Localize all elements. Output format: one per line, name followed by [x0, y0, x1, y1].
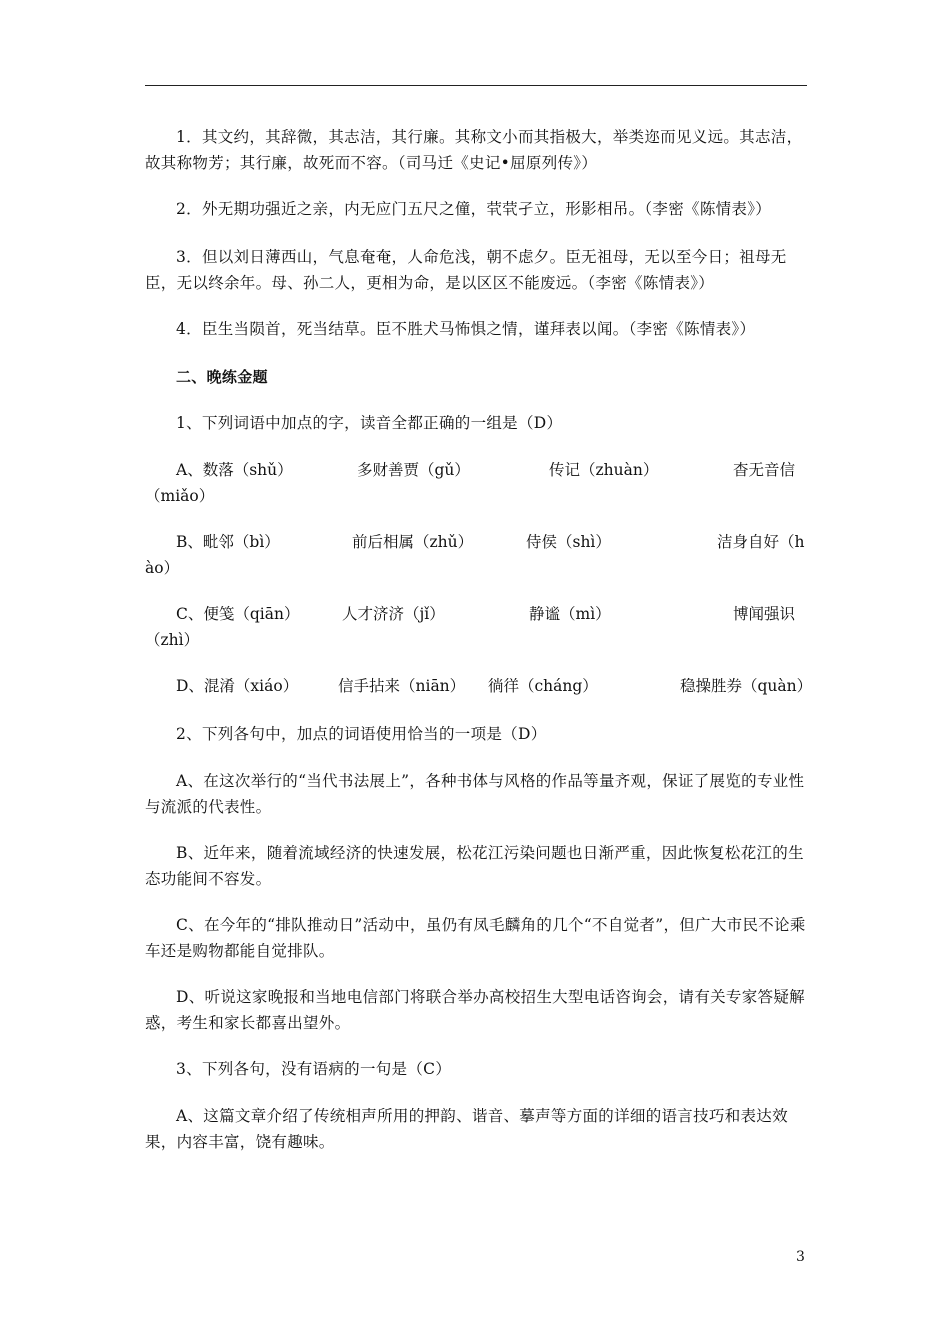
option-item: 侍侯（shì） — [526, 533, 611, 551]
quote-4: 4．臣生当陨首，死当结草。臣不胜犬马怖惧之情，谨拜表以闻。（李密《陈情表》） — [176, 320, 756, 338]
option-item: 前后相属（zhǔ） — [352, 533, 474, 551]
option-item: 博闻强识 — [733, 605, 796, 623]
question-3-stem: 3、下列各句，没有语病的一句是（C） — [176, 1060, 452, 1078]
option-item: C、便笺（qiān） — [176, 605, 300, 623]
option-item: 多财善贾（gǔ） — [357, 461, 470, 479]
page-number: 3 — [796, 1249, 805, 1265]
option-item: 静谧（mì） — [529, 605, 611, 623]
question-1-stem: 1、下列词语中加点的字，读音全都正确的一组是（D） — [176, 414, 563, 432]
option-item: 杳无音信 — [733, 461, 796, 479]
quote-2: 2．外无期功强近之亲，内无应门五尺之僮，茕茕孑立，形影相吊。（李密《陈情表》） — [176, 200, 772, 218]
option-item: B、毗邻（bì） — [176, 533, 280, 551]
option-wrap: （miǎo） — [145, 487, 215, 505]
quote-3: 3．但以刘日薄西山，气息奄奄，人命危浅，朝不虑夕。臣无祖母，无以至今日；祖母无臣，无以终余年。母、孙二人，更相为命，是以区区不能废远。（李密《陈情表》） — [145, 248, 787, 292]
option-item: 徜徉（cháng） — [488, 677, 598, 695]
question-1-option-c — [145, 601, 807, 627]
option-item: 信手拈来（niān） — [338, 677, 466, 695]
question-1-option-a — [145, 457, 807, 483]
option-item: D、混淆（xiáo） — [176, 677, 299, 695]
quote-1: 1．其文约，其辞微，其志洁，其行廉。其称文小而其指极大，举类迩而见义远。其志洁，故其称物芳；其行廉，故死而不容。（司马迁《史记•屈原列传》） — [145, 128, 803, 172]
option-wrap: （zhì） — [145, 631, 200, 649]
option-item: A、数落（shǔ） — [176, 461, 293, 479]
section-title: 二、晚练金题 — [176, 368, 268, 386]
option-item: 洁身自好（h — [717, 533, 805, 551]
question-2-option-d: D、听说这家晚报和当地电信部门将联合举办高校招生大型电话咨询会，请有关专家答疑解惑，考生和家长都喜出望外。 — [145, 988, 805, 1032]
question-2-option-c: C、在今年的“排队推动日”活动中，虽仍有凤毛麟角的几个“不自觉者”，但广大市民不论乘车还是购物都能自觉排队。 — [145, 916, 806, 960]
question-3-option-a: A、这篇文章介绍了传统相声所用的押韵、谐音、摹声等方面的详细的语言技巧和表达效果，内容丰富，饶有趣味。 — [145, 1107, 788, 1151]
option-wrap: ào） — [145, 559, 180, 577]
question-2-option-a: A、在这次举行的“当代书法展上”，各种书体与风格的作品等量齐观，保证了展览的专业性与流派的代表性。 — [145, 772, 805, 816]
option-item: 人才济济（jǐ） — [342, 605, 445, 623]
question-2-stem: 2、下列各句中，加点的词语使用恰当的一项是（D） — [176, 725, 547, 743]
option-item: 稳操胜券（quàn） — [680, 677, 813, 695]
question-1-option-d — [145, 673, 813, 699]
header-rule — [145, 85, 807, 86]
option-item: 传记（zhuàn） — [549, 461, 659, 479]
question-1-option-b — [145, 529, 807, 555]
question-2-option-b: B、近年来，随着流域经济的快速发展，松花江污染问题也日渐严重，因此恢复松花江的生态功能间不容发。 — [145, 844, 804, 888]
